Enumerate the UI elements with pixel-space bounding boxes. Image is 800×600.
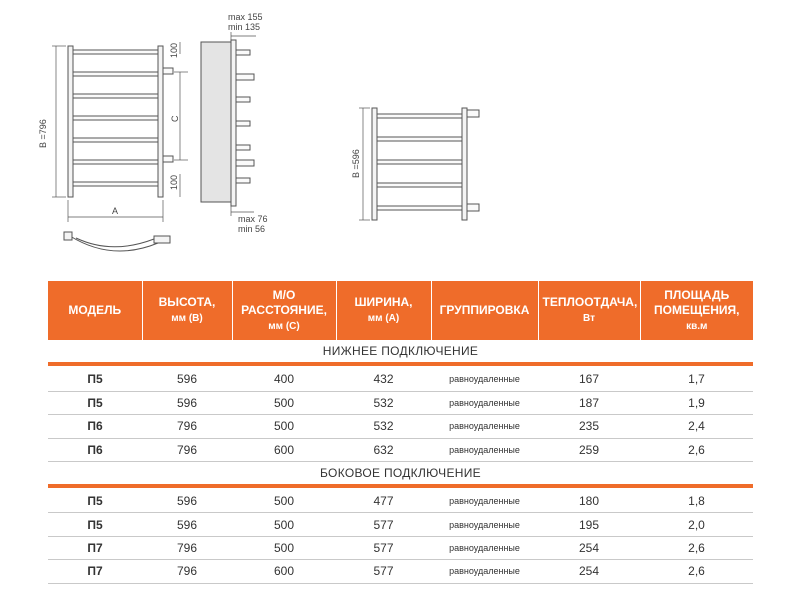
cell-heat-output: 235 bbox=[538, 415, 640, 438]
header-grouping: ГРУППИРОВКА bbox=[431, 281, 538, 340]
cell-height: 796 bbox=[142, 536, 232, 559]
cell-grouping: равноудаленные bbox=[431, 536, 538, 559]
section-side-connection bbox=[48, 462, 753, 486]
cell-model: П5 bbox=[48, 490, 142, 513]
cell-width: 577 bbox=[336, 560, 431, 583]
cell-heat-output: 195 bbox=[538, 513, 640, 536]
cell-center-distance: 400 bbox=[232, 368, 336, 391]
section-bottom-connection bbox=[48, 340, 753, 364]
cell-center-distance: 500 bbox=[232, 391, 336, 414]
header-width: ШИРИНА, мм (А) bbox=[336, 281, 431, 340]
dim-max-155: max 155 bbox=[228, 12, 263, 22]
cell-grouping: равноудаленные bbox=[431, 513, 538, 536]
cell-room-area: 1,9 bbox=[640, 391, 753, 414]
table-row bbox=[48, 513, 753, 536]
cell-center-distance: 500 bbox=[232, 536, 336, 559]
table-row bbox=[48, 490, 753, 513]
cell-height: 596 bbox=[142, 490, 232, 513]
cell-room-area: 2,6 bbox=[640, 560, 753, 583]
cell-model: П5 bbox=[48, 391, 142, 414]
dim-top-100: 100 bbox=[169, 42, 179, 58]
technical-drawings bbox=[0, 0, 800, 270]
cell-center-distance: 500 bbox=[232, 415, 336, 438]
cell-grouping: равноудаленные bbox=[431, 415, 538, 438]
cell-center-distance: 500 bbox=[232, 513, 336, 536]
dim-max-76: max 76 bbox=[238, 214, 268, 224]
cell-room-area: 2,0 bbox=[640, 513, 753, 536]
table-row bbox=[48, 391, 753, 414]
cell-room-area: 2,4 bbox=[640, 415, 753, 438]
dim-center-c: C bbox=[170, 115, 180, 122]
section-title: НИЖНЕЕ ПОДКЛЮЧЕНИЕ bbox=[48, 340, 753, 364]
cell-grouping: равноудаленные bbox=[431, 438, 538, 461]
table-row bbox=[48, 415, 753, 438]
front-view-drawing bbox=[52, 42, 188, 222]
cell-heat-output: 167 bbox=[538, 368, 640, 391]
cell-model: П5 bbox=[48, 368, 142, 391]
cell-width: 477 bbox=[336, 490, 431, 513]
cell-grouping: равноудаленные bbox=[431, 391, 538, 414]
cell-width: 577 bbox=[336, 513, 431, 536]
cell-width: 632 bbox=[336, 438, 431, 461]
cell-center-distance: 500 bbox=[232, 490, 336, 513]
dim-height-596: B =596 bbox=[351, 149, 361, 178]
cell-model: П6 bbox=[48, 438, 142, 461]
cell-model: П7 bbox=[48, 536, 142, 559]
specifications-table bbox=[48, 281, 753, 584]
table-row bbox=[48, 368, 753, 391]
cell-heat-output: 187 bbox=[538, 391, 640, 414]
cell-heat-output: 259 bbox=[538, 438, 640, 461]
side-view-drawing bbox=[201, 32, 256, 216]
dim-min-135: min 135 bbox=[228, 22, 261, 32]
cell-grouping: равноудаленные bbox=[431, 368, 538, 391]
cell-model: П6 bbox=[48, 415, 142, 438]
dim-min-56: min 56 bbox=[238, 224, 266, 234]
cell-width: 432 bbox=[336, 368, 431, 391]
cell-height: 596 bbox=[142, 391, 232, 414]
cell-room-area: 1,8 bbox=[640, 490, 753, 513]
top-view-drawing bbox=[64, 232, 170, 251]
cell-heat-output: 254 bbox=[538, 560, 640, 583]
cell-room-area: 1,7 bbox=[640, 368, 753, 391]
table-row bbox=[48, 536, 753, 559]
cell-height: 796 bbox=[142, 415, 232, 438]
cell-heat-output: 254 bbox=[538, 536, 640, 559]
table-row bbox=[48, 560, 753, 583]
table-header-row bbox=[48, 281, 753, 340]
cell-height: 796 bbox=[142, 438, 232, 461]
table-row bbox=[48, 438, 753, 461]
cell-grouping: равноудаленные bbox=[431, 490, 538, 513]
header-heat-output: ТЕПЛООТДАЧА, Вт bbox=[538, 281, 640, 340]
cell-width: 532 bbox=[336, 391, 431, 414]
cell-model: П7 bbox=[48, 560, 142, 583]
cell-height: 796 bbox=[142, 560, 232, 583]
cell-center-distance: 600 bbox=[232, 438, 336, 461]
section-title: БОКОВОЕ ПОДКЛЮЧЕНИЕ bbox=[48, 462, 753, 486]
side-connection-drawing bbox=[359, 108, 479, 220]
header-height: ВЫСОТА, мм (В) bbox=[142, 281, 232, 340]
drawings-svg bbox=[0, 0, 800, 270]
cell-grouping: равноудаленные bbox=[431, 560, 538, 583]
cell-heat-output: 180 bbox=[538, 490, 640, 513]
cell-center-distance: 600 bbox=[232, 560, 336, 583]
dim-height-796: B =796 bbox=[38, 119, 48, 148]
cell-width: 532 bbox=[336, 415, 431, 438]
cell-width: 577 bbox=[336, 536, 431, 559]
header-center-distance: М/О РАССТОЯНИЕ, мм (С) bbox=[232, 281, 336, 340]
dim-bottom-100: 100 bbox=[169, 174, 179, 190]
cell-height: 596 bbox=[142, 368, 232, 391]
cell-height: 596 bbox=[142, 513, 232, 536]
cell-model: П5 bbox=[48, 513, 142, 536]
header-room-area: ПЛОЩАДЬ ПОМЕЩЕНИЯ, кв.м bbox=[640, 281, 753, 340]
cell-room-area: 2,6 bbox=[640, 438, 753, 461]
dim-width-a: A bbox=[112, 206, 119, 216]
cell-room-area: 2,6 bbox=[640, 536, 753, 559]
header-model: МОДЕЛЬ bbox=[48, 281, 142, 340]
